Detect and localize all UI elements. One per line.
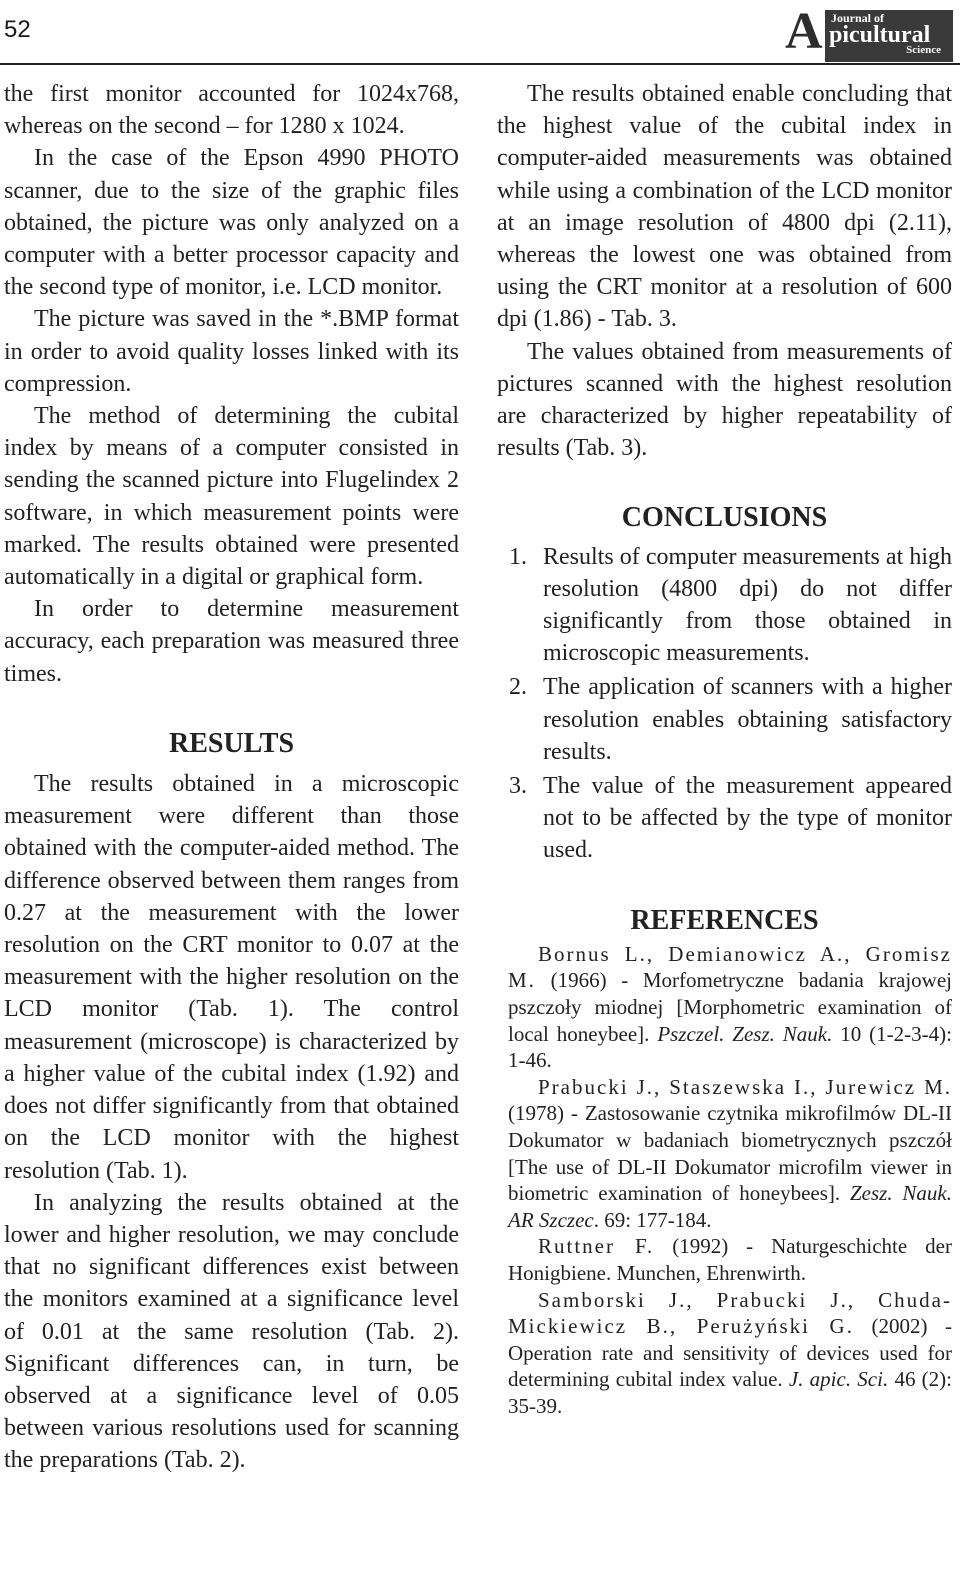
list-number: 1. <box>509 543 527 570</box>
reference-body: (1992) - Naturgeschichte der Honigbiene. Munchen, Ehrenwirth. <box>508 1234 952 1285</box>
logo-line-journal: Journal of <box>831 11 885 25</box>
reference-authors: Bornus L., Demianowicz A., Gromisz M. <box>508 941 952 993</box>
list-item <box>497 671 952 768</box>
reference-entry <box>497 1287 952 1420</box>
references-heading: REFERENCES <box>630 904 819 936</box>
results-heading: RESULTS <box>168 727 295 759</box>
conclusions-list <box>497 541 952 867</box>
paragraph: The method of determining the cubital index by means of a computer consisted in sending the scanned picture into Flugelindex 2 software, in which measurement points were marked. The results obtained were presented automatically in a digital or graphical form. <box>4 403 459 591</box>
reference-tail: 10 (1-2-3-4): 1-46. <box>508 1021 952 1073</box>
left-column <box>4 78 459 1477</box>
reference-body: (1978) - Zastosowanie czytnika mikrofilmów DL-II Dokumator w badaniach biometrycznych pszczół [The use of DL-II Dokumator microfilm viewer in biometric examination of honeybees]. <box>508 1101 952 1206</box>
conclusions-heading: CONCLUSIONS <box>621 502 828 534</box>
paragraph: In the case of the Epson 4990 PHOTO scanner, due to the size of the graphic files obtained, the picture was only analyzed on a computer with a better processor capacity and the second type of monitor, i.e. LCD monitor. <box>4 145 459 301</box>
paragraph: The results obtained enable concluding that the highest value of the cubital index in computer-aided measurements was obtained while using a combination of the LCD monitor at an image resolution of 4800 dpi (2.11), whereas the lowest one was obtained from using the CRT monitor at a resolution of 600 dpi (1.86) - Tab. 3. <box>497 81 952 333</box>
paragraph: The picture was saved in the *.BMP format in order to avoid quality losses linked with its compression. <box>4 306 459 397</box>
reference-journal: Pszczel. Zesz. Nauk. <box>657 1021 833 1046</box>
logo-letter: A <box>785 3 823 60</box>
header-rule <box>0 63 960 65</box>
logo-line-apicultural: picultural <box>829 22 931 48</box>
paragraph: In order to determine measurement accuracy, each preparation was measured three times. <box>4 596 459 687</box>
reference-journal: J. apic. Sci. <box>788 1367 889 1392</box>
paragraph: The results obtained in a microscopic measurement were different than those obtained with the computer-aided method. The difference observed between them ranges from 0.27 at the measurement with the lower resolution on the CRT monitor to 0.07 at the measurement with the higher resolution on the LCD monitor (Tab. 1). The control measurement (microscope) is characterized by a higher value of the cubital index (1.92) and does not differ significantly from that obtained on the LCD monitor with the highest resolution (Tab. 1). <box>4 771 459 1184</box>
logo-line-science: Science <box>906 44 941 56</box>
reference-journal: Zesz. Nauk. AR Szczec <box>508 1181 952 1232</box>
reference-entry <box>497 1074 952 1234</box>
reference-authors: Ruttner F. <box>538 1234 655 1259</box>
list-text: Results of computer measurements at high resolution (4800 dpi) do not differ significantly from those obtained in microscopic measurements. <box>543 543 952 667</box>
page-number: 52 <box>4 16 31 43</box>
reference-authors: Prabucki J., Staszewska I., Jurewicz M. <box>538 1074 952 1099</box>
list-number: 2. <box>509 674 527 701</box>
reference-authors: Samborski J., Prabucki J., Chuda-Mickiewicz B., Perużyński G. <box>508 1287 952 1339</box>
list-item <box>497 770 952 867</box>
list-text: The value of the measurement appeared not to be affected by the type of monitor used. <box>543 773 952 864</box>
list-text: The application of scanners with a higher resolution enables obtaining satisfactory results. <box>543 674 952 765</box>
list-item <box>497 541 952 670</box>
reference-body: (1966) - Morfometryczne badania krajowej pszczoły miodnej [Morphometric examination of local honeybee]. <box>508 968 952 1046</box>
list-number: 3. <box>509 773 527 800</box>
right-column <box>497 78 952 1420</box>
paragraph: In analyzing the results obtained at the lower and higher resolution, we may conclude that no significant differences exist between the monitors examined at a significance level of 0.01 at the same resolution (Tab. 2). Significant differences can, in turn, be observed at a significance level of 0.05 between various resolutions used for scanning the preparations (Tab. 2). <box>4 1189 459 1474</box>
reference-tail: 46 (2): 35-39. <box>508 1367 952 1418</box>
reference-entry <box>497 941 952 1074</box>
paragraph: the first monitor accounted for 1024x768, whereas on the second – for 1280 x 1024. <box>4 81 459 140</box>
journal-logo <box>783 2 955 60</box>
reference-tail: . 69: 177-184. <box>593 1207 712 1232</box>
reference-body: (2002) - Operation rate and sensitivity of devices used for determining cubital index value. <box>508 1314 952 1392</box>
paragraph: The values obtained from measurements of pictures scanned with the highest resolution are characterized by higher repeatability of results (Tab. 3). <box>497 338 952 462</box>
reference-entry <box>497 1233 952 1286</box>
